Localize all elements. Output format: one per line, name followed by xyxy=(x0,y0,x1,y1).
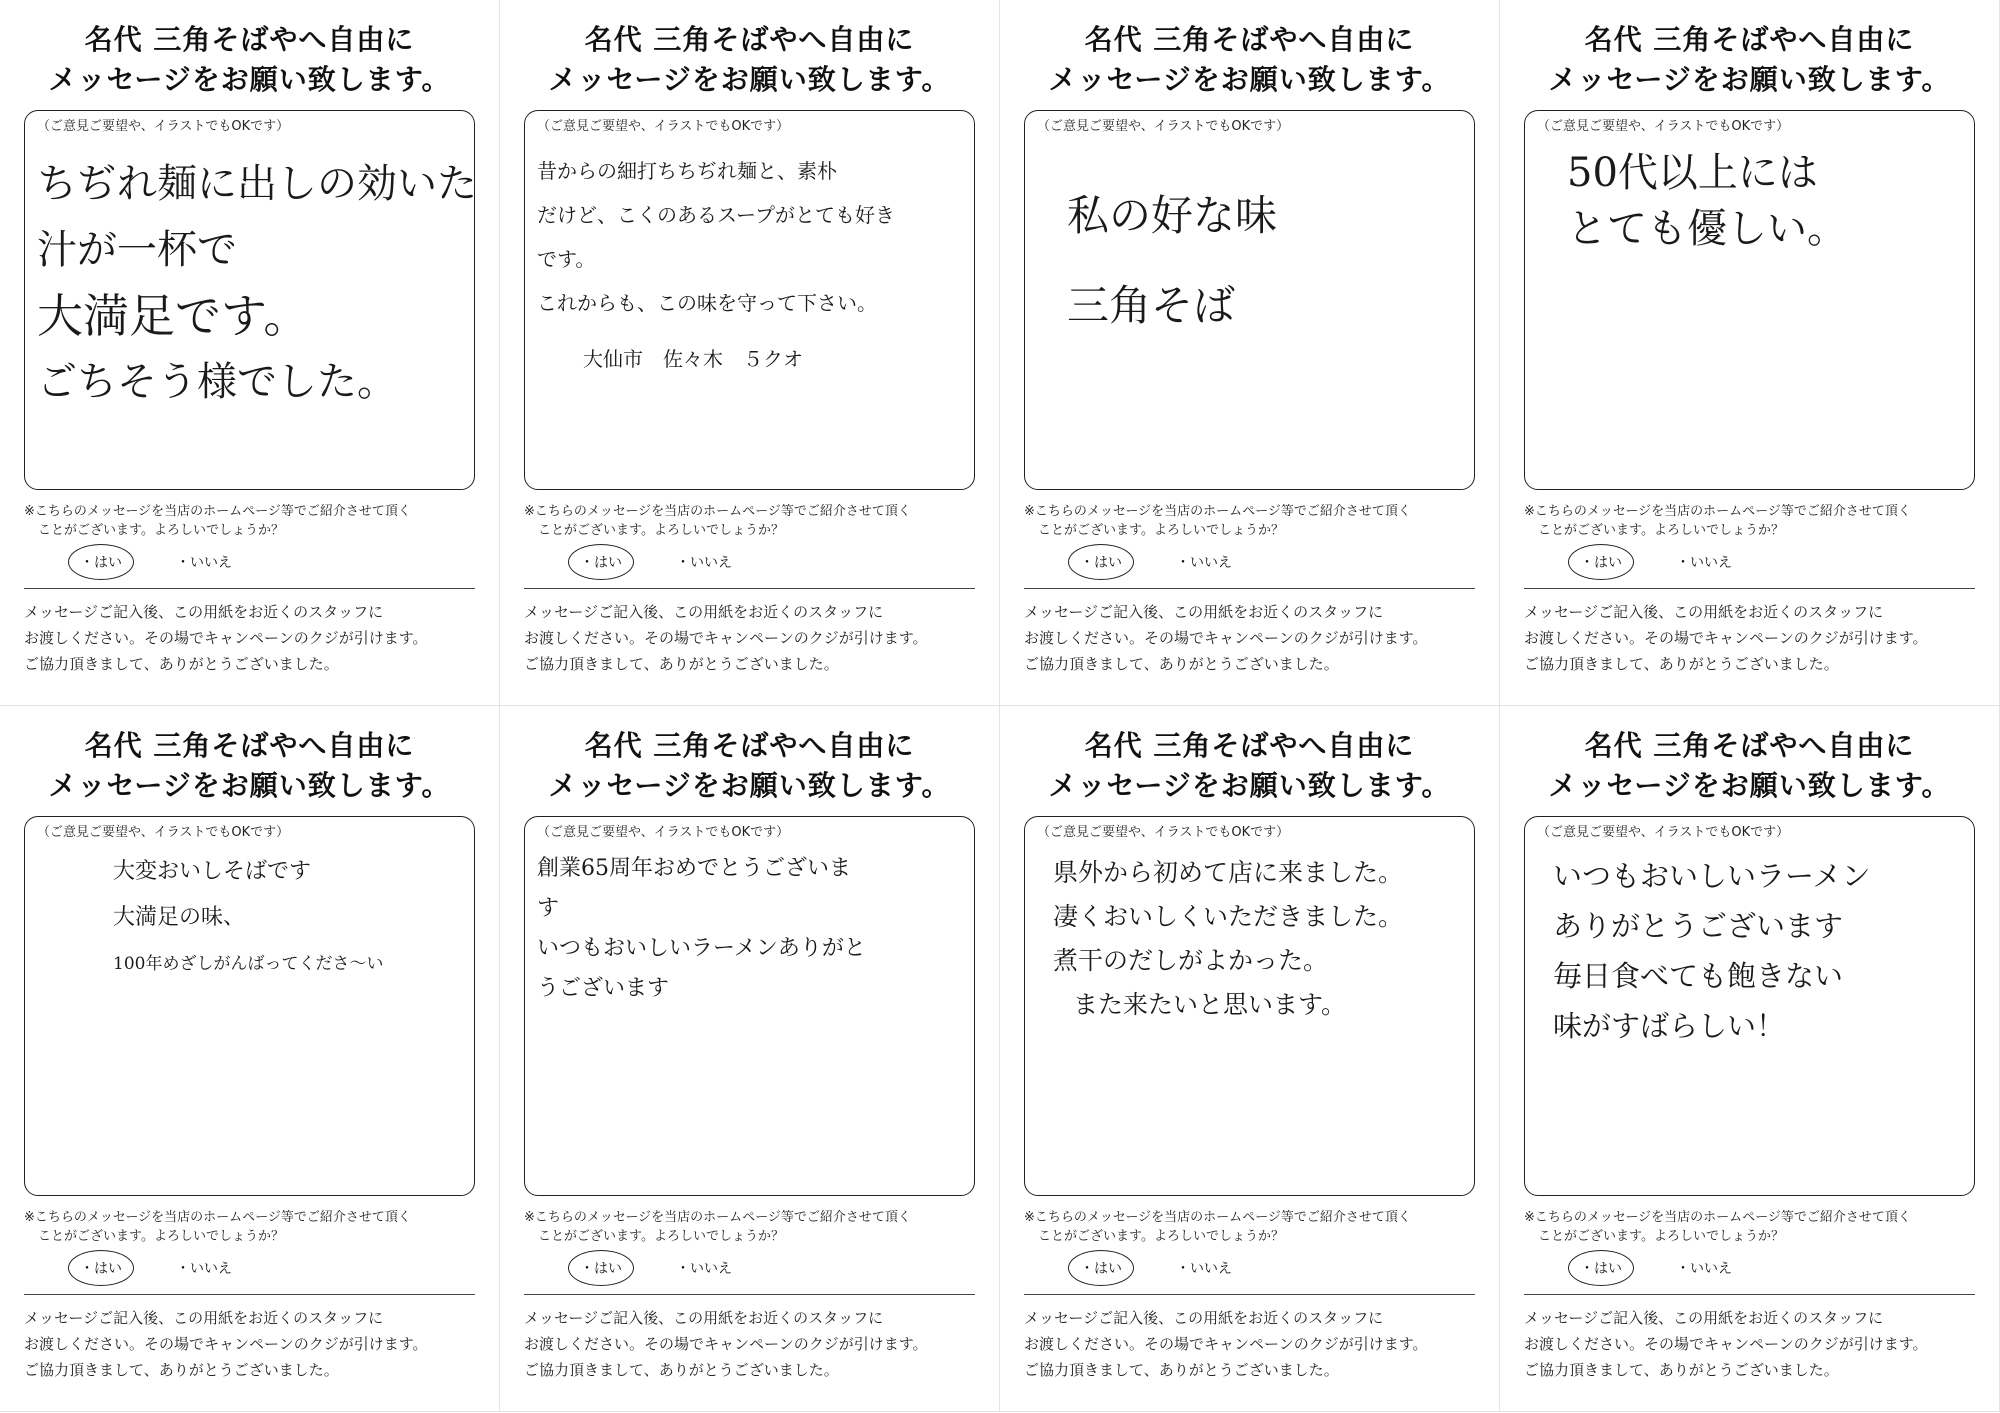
message-card xyxy=(500,0,1000,706)
consent-options xyxy=(1524,1256,1975,1284)
footer-line: メッセージご記入後、この用紙をお近くのスタッフに xyxy=(1024,603,1384,621)
message-hint: （ご意見ご要望や、イラストでもOKです） xyxy=(1037,825,1290,840)
message-line: す xyxy=(537,896,560,921)
message-hint: （ご意見ご要望や、イラストでもOKです） xyxy=(537,825,790,840)
message-card xyxy=(1500,706,2000,1412)
divider xyxy=(1024,1294,1475,1295)
option-no: ・いいえ xyxy=(1676,1261,1732,1277)
footer-instructions xyxy=(1524,1305,1975,1383)
message-box xyxy=(1024,816,1475,1196)
consent-line: ※こちらのメッセージを当店のホームページ等でご紹介させて頂く xyxy=(524,1210,911,1225)
consent-line: ことがございます。よろしいでしょうか？ xyxy=(38,1229,284,1244)
message-line: 凄くおいしくいただきました。 xyxy=(1053,902,1404,931)
divider xyxy=(524,1294,975,1295)
title-line: メッセージをお願い致します。 xyxy=(1548,769,1951,802)
title-line: 名代 三角そばやへ自由に xyxy=(1584,23,1915,56)
card-title xyxy=(524,726,975,806)
message-card xyxy=(500,706,1000,1412)
message-line: 大満足の味、 xyxy=(113,905,246,930)
message-line: 三角そば xyxy=(1067,281,1236,330)
option-yes: ・はい xyxy=(580,1261,622,1277)
consent-line: ※こちらのメッセージを当店のホームページ等でご紹介させて頂く xyxy=(524,504,911,519)
title-line: メッセージをお願い致します。 xyxy=(1048,769,1451,802)
message-box xyxy=(1524,110,1975,490)
footer-instructions xyxy=(24,1305,475,1383)
title-line: メッセージをお願い致します。 xyxy=(1048,63,1451,96)
footer-line: ご協力頂きまして、ありがとうございました。 xyxy=(1524,655,1839,673)
option-yes: ・はい xyxy=(580,555,622,571)
card-title xyxy=(524,20,975,100)
message-card xyxy=(1000,0,1500,706)
footer-line: お渡しください。その場でキャンペーンのクジが引けます。 xyxy=(524,629,928,647)
title-line: メッセージをお願い致します。 xyxy=(48,769,451,802)
message-hint: （ご意見ご要望や、イラストでもOKです） xyxy=(37,119,290,134)
message-hint: （ご意見ご要望や、イラストでもOKです） xyxy=(1037,119,1290,134)
footer-line: お渡しください。その場でキャンペーンのクジが引けます。 xyxy=(24,629,428,647)
card-title xyxy=(24,20,475,100)
footer-instructions xyxy=(524,1305,975,1383)
consent-options xyxy=(1524,550,1975,578)
title-line: 名代 三角そばやへ自由に xyxy=(1084,729,1415,762)
footer-line: メッセージご記入後、この用紙をお近くのスタッフに xyxy=(524,1309,884,1327)
message-line: 汁が一杯で xyxy=(37,227,237,273)
message-line: です。 xyxy=(537,247,596,271)
message-line: 県外から初めて店に来ました。 xyxy=(1053,858,1404,887)
card-title xyxy=(1524,20,1975,100)
divider xyxy=(1524,1294,1975,1295)
divider xyxy=(1024,588,1475,589)
consent-line: ※こちらのメッセージを当店のホームページ等でご紹介させて頂く xyxy=(1524,1210,1911,1225)
message-box xyxy=(1524,816,1975,1196)
consent-line: ことがございます。よろしいでしょうか？ xyxy=(538,523,784,538)
message-hint: （ご意見ご要望や、イラストでもOKです） xyxy=(1537,119,1790,134)
consent-line: ※こちらのメッセージを当店のホームページ等でご紹介させて頂く xyxy=(1024,504,1411,519)
footer-line: お渡しください。その場でキャンペーンのクジが引けます。 xyxy=(524,1335,928,1353)
footer-line: メッセージご記入後、この用紙をお近くのスタッフに xyxy=(1524,603,1884,621)
message-line: ごちそう様でした。 xyxy=(37,359,397,405)
title-line: 名代 三角そばやへ自由に xyxy=(84,729,415,762)
footer-instructions xyxy=(1524,599,1975,677)
message-line: これからも、この味を守って下さい。 xyxy=(537,291,877,315)
consent-line: ことがございます。よろしいでしょうか？ xyxy=(1038,1229,1284,1244)
option-no: ・いいえ xyxy=(1676,555,1732,571)
message-box xyxy=(524,110,975,490)
consent-options xyxy=(524,550,975,578)
title-line: 名代 三角そばやへ自由に xyxy=(584,23,915,56)
footer-line: メッセージご記入後、この用紙をお近くのスタッフに xyxy=(1524,1309,1884,1327)
message-line: だけど、こくのあるスープがとても好き xyxy=(537,203,895,227)
handwritten-message xyxy=(1537,851,1962,1051)
footer-line: お渡しください。その場でキャンペーンのクジが引けます。 xyxy=(1524,1335,1928,1353)
handwritten-message xyxy=(537,849,962,1009)
option-no: ・いいえ xyxy=(176,1261,232,1277)
message-line: 煮干のだしがよかった。 xyxy=(1053,946,1329,975)
handwritten-message xyxy=(1537,145,1962,257)
message-line: 大変おいしそばです xyxy=(113,859,312,884)
title-line: メッセージをお願い致します。 xyxy=(48,63,451,96)
footer-line: メッセージご記入後、この用紙をお近くのスタッフに xyxy=(24,1309,384,1327)
message-hint: （ご意見ご要望や、イラストでもOKです） xyxy=(37,825,290,840)
consent-options xyxy=(24,550,475,578)
option-yes: ・はい xyxy=(80,1261,122,1277)
title-line: 名代 三角そばやへ自由に xyxy=(84,23,415,56)
option-yes: ・はい xyxy=(1580,555,1622,571)
option-no: ・いいえ xyxy=(676,555,732,571)
footer-line: ご協力頂きまして、ありがとうございました。 xyxy=(24,1361,339,1379)
option-no: ・いいえ xyxy=(1176,1261,1232,1277)
message-card xyxy=(1000,706,1500,1412)
consent-line: ことがございます。よろしいでしょうか？ xyxy=(1038,523,1284,538)
message-line: 昔からの細打ちちぢれ麺と、素朴 xyxy=(537,159,837,183)
footer-line: ご協力頂きまして、ありがとうございました。 xyxy=(24,655,339,673)
footer-instructions xyxy=(24,599,475,677)
consent-options xyxy=(1024,550,1475,578)
divider xyxy=(24,1294,475,1295)
message-line: 100年めざしがんばってくださ〜い xyxy=(113,954,384,974)
consent-question xyxy=(524,1208,975,1246)
handwritten-message xyxy=(37,849,462,987)
message-line: 創業65周年おめでとうございま xyxy=(537,856,851,881)
message-line: いつもおいしいラーメン xyxy=(1553,859,1871,893)
message-card xyxy=(1500,0,2000,706)
message-line: 大仙市 佐々木 ５クオ xyxy=(583,347,803,371)
option-no: ・いいえ xyxy=(1176,555,1232,571)
handwritten-message xyxy=(1037,171,1462,351)
divider xyxy=(1524,588,1975,589)
consent-line: ことがございます。よろしいでしょうか？ xyxy=(538,1229,784,1244)
consent-question xyxy=(1524,502,1975,540)
message-line: 私の好な味 xyxy=(1067,191,1278,240)
message-box xyxy=(1024,110,1475,490)
message-hint: （ご意見ご要望や、イラストでもOKです） xyxy=(1537,825,1790,840)
consent-question xyxy=(1024,502,1475,540)
title-line: 名代 三角そばやへ自由に xyxy=(1084,23,1415,56)
option-no: ・いいえ xyxy=(676,1261,732,1277)
message-line: とても優しい。 xyxy=(1567,206,1847,252)
consent-line: ことがございます。よろしいでしょうか？ xyxy=(38,523,284,538)
consent-question xyxy=(1024,1208,1475,1246)
title-line: 名代 三角そばやへ自由に xyxy=(584,729,915,762)
message-hint: （ご意見ご要望や、イラストでもOKです） xyxy=(537,119,790,134)
message-box xyxy=(524,816,975,1196)
consent-options xyxy=(24,1256,475,1284)
message-card xyxy=(0,0,500,706)
footer-instructions xyxy=(1024,1305,1475,1383)
option-yes: ・はい xyxy=(1080,1261,1122,1277)
footer-line: お渡しください。その場でキャンペーンのクジが引けます。 xyxy=(1024,1335,1428,1353)
consent-line: ※こちらのメッセージを当店のホームページ等でご紹介させて頂く xyxy=(1024,1210,1411,1225)
footer-line: お渡しください。その場でキャンペーンのクジが引けます。 xyxy=(24,1335,428,1353)
consent-line: ※こちらのメッセージを当店のホームページ等でご紹介させて頂く xyxy=(24,504,411,519)
footer-line: ご協力頂きまして、ありがとうございました。 xyxy=(524,655,839,673)
consent-options xyxy=(524,1256,975,1284)
message-card xyxy=(0,706,500,1412)
message-line: 味がすばらしい！ xyxy=(1553,1009,1786,1043)
footer-line: メッセージご記入後、この用紙をお近くのスタッフに xyxy=(24,603,384,621)
footer-line: メッセージご記入後、この用紙をお近くのスタッフに xyxy=(1024,1309,1384,1327)
message-line: 毎日食べても飽きない xyxy=(1553,959,1844,993)
title-line: メッセージをお願い致します。 xyxy=(1548,63,1951,96)
option-yes: ・はい xyxy=(1580,1261,1622,1277)
option-no: ・いいえ xyxy=(176,555,232,571)
footer-line: お渡しください。その場でキャンペーンのクジが引けます。 xyxy=(1524,629,1928,647)
message-line: ありがとうございます xyxy=(1553,909,1844,943)
consent-question xyxy=(24,502,475,540)
consent-question xyxy=(1524,1208,1975,1246)
message-line: 50代以上には xyxy=(1567,150,1818,196)
handwritten-message xyxy=(37,151,477,415)
card-title xyxy=(1024,20,1475,100)
handwritten-message xyxy=(1037,851,1462,1027)
footer-instructions xyxy=(524,599,975,677)
card-title xyxy=(1024,726,1475,806)
message-box xyxy=(24,110,475,490)
footer-instructions xyxy=(1024,599,1475,677)
message-box xyxy=(24,816,475,1196)
message-line: いつもおいしいラーメンありがと xyxy=(537,936,866,961)
card-title xyxy=(1524,726,1975,806)
footer-line: ご協力頂きまして、ありがとうございました。 xyxy=(1524,1361,1839,1379)
footer-line: ご協力頂きまして、ありがとうございました。 xyxy=(1024,1361,1339,1379)
consent-options xyxy=(1024,1256,1475,1284)
message-line: ちぢれ麺に出しの効いた xyxy=(37,161,477,207)
title-line: 名代 三角そばやへ自由に xyxy=(1584,729,1915,762)
message-line: また来たいと思います。 xyxy=(1073,990,1347,1019)
card-title xyxy=(24,726,475,806)
title-line: メッセージをお願い致します。 xyxy=(548,63,951,96)
footer-line: ご協力頂きまして、ありがとうございました。 xyxy=(1024,655,1339,673)
footer-line: メッセージご記入後、この用紙をお近くのスタッフに xyxy=(524,603,884,621)
message-line: 大満足です。 xyxy=(37,289,310,343)
divider xyxy=(524,588,975,589)
title-line: メッセージをお願い致します。 xyxy=(548,769,951,802)
footer-line: お渡しください。その場でキャンペーンのクジが引けます。 xyxy=(1024,629,1428,647)
consent-line: ※こちらのメッセージを当店のホームページ等でご紹介させて頂く xyxy=(1524,504,1911,519)
handwritten-message xyxy=(537,149,962,381)
consent-line: ※こちらのメッセージを当店のホームページ等でご紹介させて頂く xyxy=(24,1210,411,1225)
consent-line: ことがございます。よろしいでしょうか？ xyxy=(1538,523,1784,538)
option-yes: ・はい xyxy=(80,555,122,571)
consent-question xyxy=(524,502,975,540)
divider xyxy=(24,588,475,589)
consent-line: ことがございます。よろしいでしょうか？ xyxy=(1538,1229,1784,1244)
consent-question xyxy=(24,1208,475,1246)
footer-line: ご協力頂きまして、ありがとうございました。 xyxy=(524,1361,839,1379)
message-line: うございます xyxy=(537,976,670,1001)
option-yes: ・はい xyxy=(1080,555,1122,571)
